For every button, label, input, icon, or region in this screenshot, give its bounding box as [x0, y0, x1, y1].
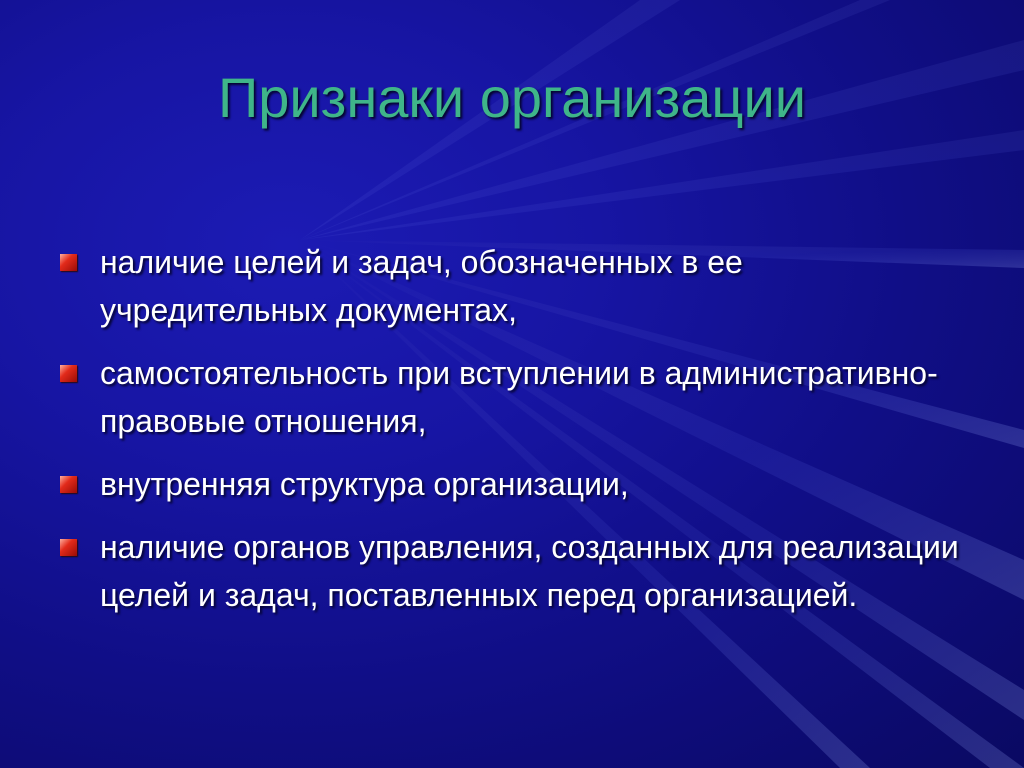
- bullet-text: наличие целей и задач, обозначенных в ее учредительных документах,: [100, 244, 743, 328]
- bullet-item: [60, 460, 960, 508]
- bullet-item: [60, 349, 960, 445]
- bullet-list: [60, 238, 960, 634]
- red-square-bullet-icon: [60, 254, 77, 271]
- bullet-text: самостоятельность при вступлении в административно-правовые отношения,: [100, 355, 938, 439]
- red-square-bullet-icon: [60, 476, 77, 493]
- red-square-bullet-icon: [60, 365, 77, 382]
- red-square-bullet-icon: [60, 539, 77, 556]
- slide-title: Признаки организации: [217, 66, 807, 129]
- bullet-text: наличие органов управления, созданных для реализации целей и задач, поставленных перед организацией.: [100, 529, 959, 613]
- bullet-text: внутренняя структура организации,: [100, 466, 629, 502]
- bullet-item: [60, 523, 960, 619]
- bullet-item: [60, 238, 960, 334]
